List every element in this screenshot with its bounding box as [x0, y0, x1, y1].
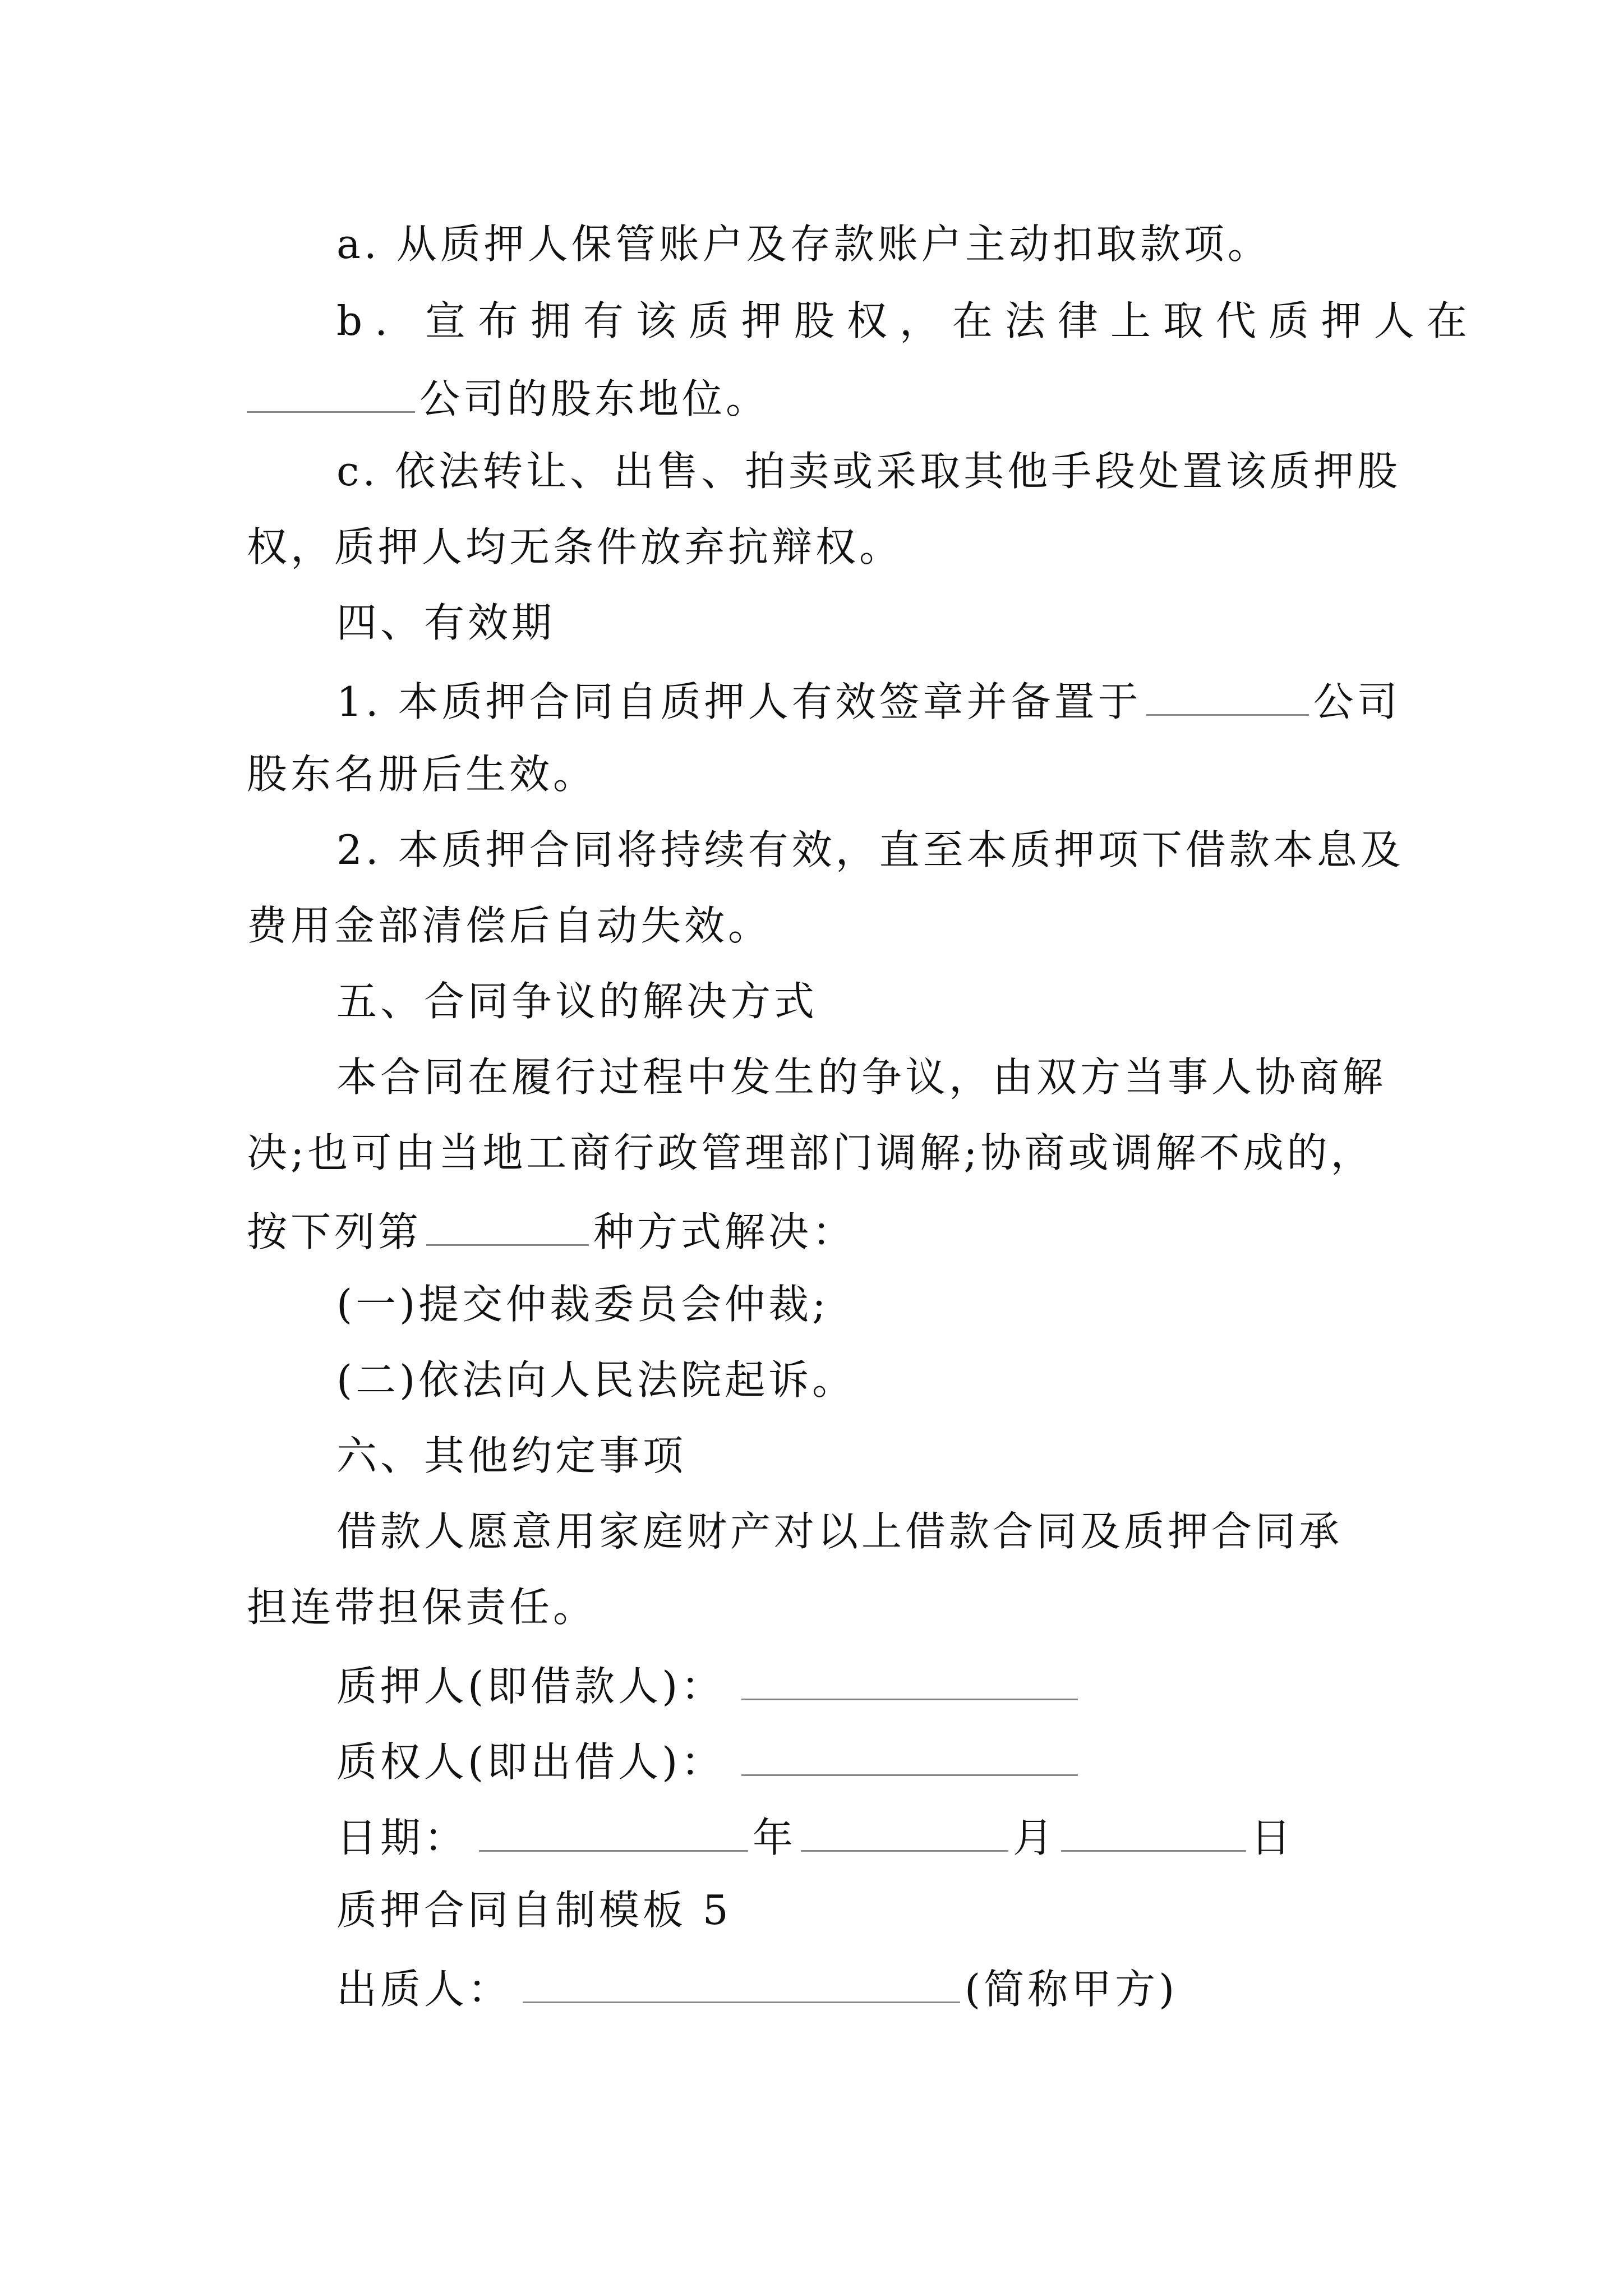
pledgee-signature-blank[interactable] — [741, 1731, 1078, 1776]
clause-b: b. 宣布拥有该质押股权，在法律上取代质押人在 — [336, 297, 1479, 344]
month-blank[interactable] — [801, 1806, 1008, 1852]
clause-a: a. 从质押人保管账户及存款账户主动扣取款项。 — [336, 220, 1271, 268]
disputes-paragraph-line-3: 按下列第 种方式解决： — [247, 1200, 1391, 1260]
pledgor-party-line: 出质人： (简称甲方) — [336, 1958, 1481, 2017]
resolution-option-1: (一)提交仲裁委员会仲裁; — [336, 1281, 829, 1328]
validity-item-1-continued: 股东名册后生效。 — [247, 751, 597, 798]
pledgor-signature-blank[interactable] — [741, 1655, 1078, 1700]
section-heading-validity: 四、有效期 — [336, 599, 556, 646]
pledgor-signature-line: 质押人(即借款人)： — [336, 1655, 1481, 1714]
resolution-method-blank[interactable] — [426, 1200, 589, 1246]
section-heading-disputes: 五、合同争议的解决方式 — [336, 978, 818, 1025]
disputes-paragraph-line-1: 本合同在履行过程中发生的争议，由双方当事人协商解 — [336, 1053, 1387, 1101]
pledgee-signature-line: 质权人(即出借人)： — [336, 1731, 1481, 1790]
date-line: 日期： 年 月 日 — [336, 1806, 1481, 1866]
validity-item-2-continued: 费用金部清偿后自动失效。 — [247, 902, 772, 949]
company-name-blank[interactable] — [247, 367, 415, 413]
other-paragraph-line-1: 借款人愿意用家庭财产对以上借款合同及质押合同承 — [336, 1508, 1343, 1555]
disputes-paragraph-line-2: 决;也可由当地工商行政管理部门调解;协商或调解不成的， — [247, 1129, 1375, 1176]
section-heading-other: 六、其他约定事项 — [336, 1432, 687, 1479]
other-paragraph-line-2: 担连带担保责任。 — [247, 1584, 597, 1631]
validity-item-1: 1. 本质押合同自质押人有效签章并备置于 公司 — [336, 670, 1481, 730]
validity-item-2: 2. 本质押合同将持续有效，直至本质押项下借款本息及 — [336, 826, 1404, 873]
resolution-option-2: (二)依法向人民法院起诉。 — [336, 1356, 856, 1404]
template-title: 质押合同自制模板 5 — [336, 1887, 732, 1934]
company-name-blank-2[interactable] — [1146, 670, 1309, 716]
year-blank[interactable] — [479, 1806, 748, 1852]
pledgor-name-blank[interactable] — [523, 1958, 960, 2003]
clause-c: c. 依法转让、出售、拍卖或采取其他手段处置该质押股 — [336, 448, 1401, 495]
clause-b-continued: 公司的股东地位。 — [247, 367, 1391, 427]
clause-c-continued: 权，质押人均无条件放弃抗辩权。 — [247, 523, 903, 570]
day-blank[interactable] — [1061, 1806, 1246, 1852]
